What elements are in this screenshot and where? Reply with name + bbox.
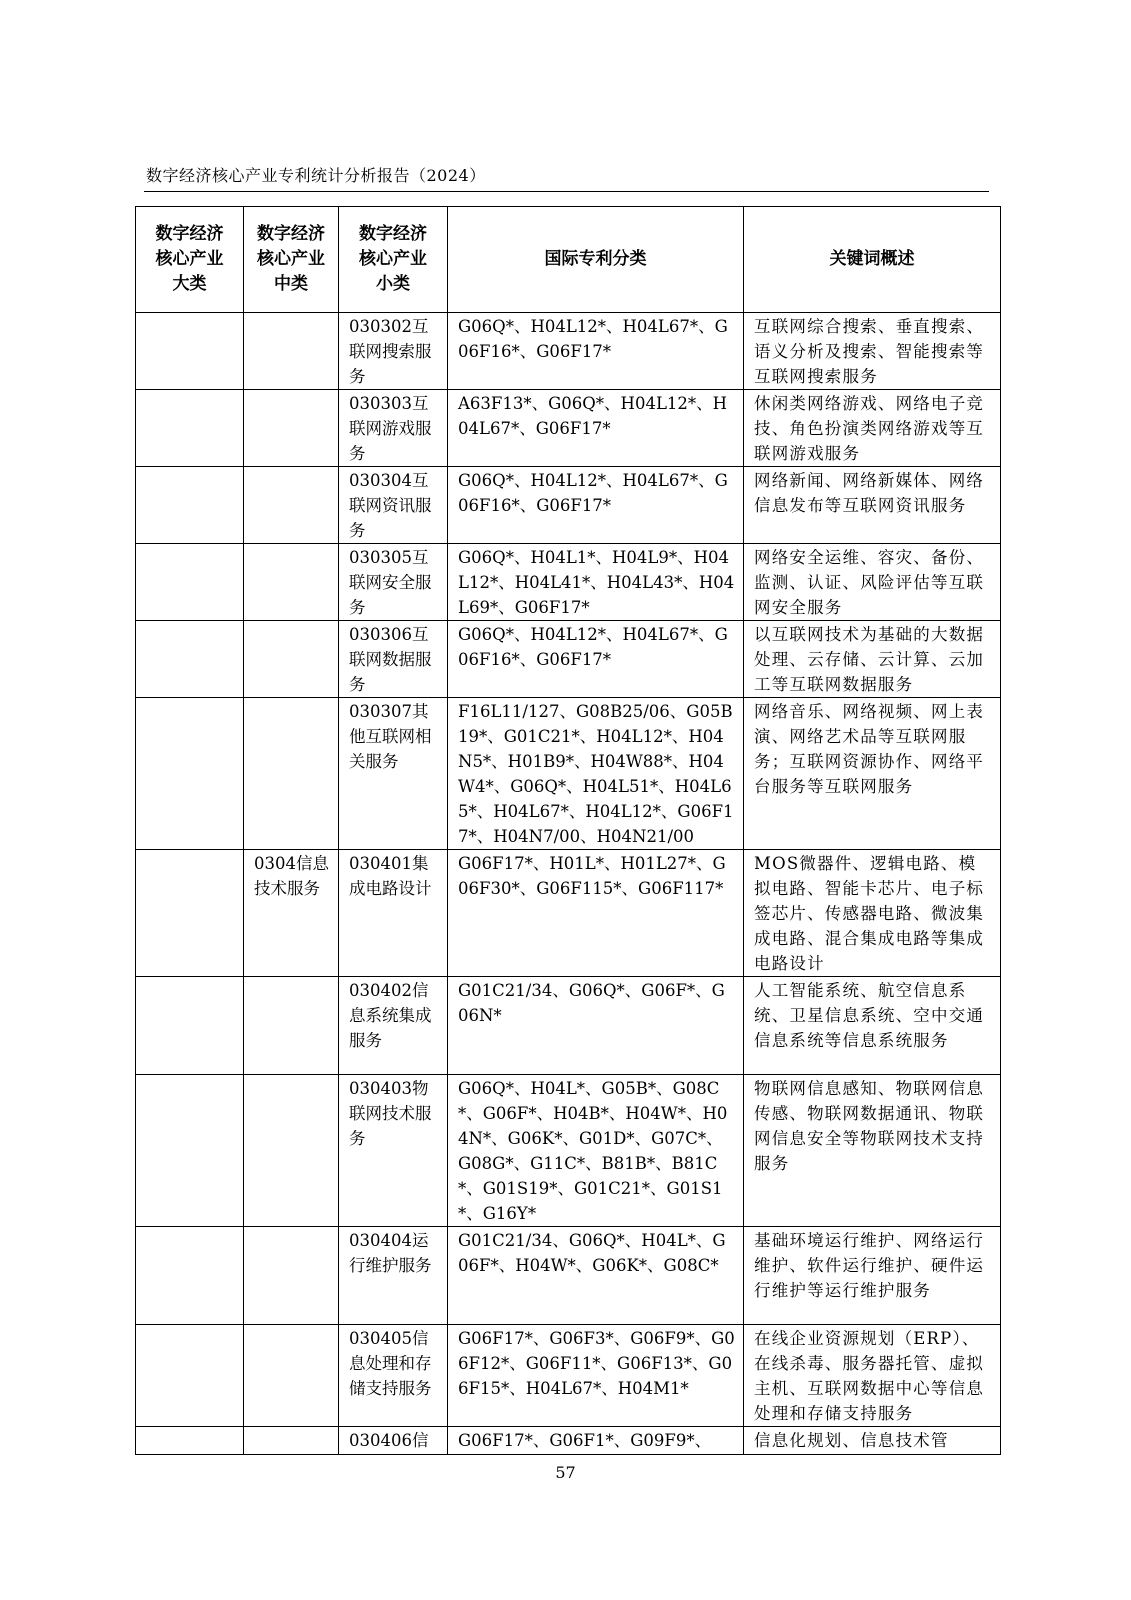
middle-cell xyxy=(244,1325,339,1427)
middle-cell xyxy=(244,544,339,621)
keywords-cell: 休闲类网络游戏、网络电子竞技、角色扮演类网络游戏等互联网游戏服务 xyxy=(744,390,1001,467)
keywords-cell: 以互联网技术为基础的大数据处理、云存储、云计算、云加工等互联网数据服务 xyxy=(744,621,1001,698)
minor-cell: 030303互联网游戏服务 xyxy=(339,390,448,467)
minor-cell: 030307其他互联网相关服务 xyxy=(339,698,448,850)
ipc-cell: G06Q*、H04L12*、H04L67*、G06F16*、G06F17* xyxy=(448,467,744,544)
column-header-major: 数字经济核心产业大类 xyxy=(136,207,244,313)
keywords-cell: 网络新闻、网络新媒体、网络信息发布等互联网资讯服务 xyxy=(744,467,1001,544)
running-header: 数字经济核心产业专利统计分析报告（2024） xyxy=(146,166,486,185)
ipc-cell: G06F17*、G06F1*、G09F9*、 xyxy=(448,1427,744,1455)
ipc-cell: G06F17*、G06F3*、G06F9*、G06F12*、G06F11*、G06F13*、G06F15*、H04L67*、H04M1* xyxy=(448,1325,744,1427)
keywords-cell: 信息化规划、信息技术管 xyxy=(744,1427,1001,1455)
column-header-keywords: 关键词概述 xyxy=(744,207,1001,313)
middle-cell xyxy=(244,390,339,467)
table-row xyxy=(136,1325,1001,1427)
major-cell xyxy=(136,544,244,621)
table-header-row xyxy=(136,207,1001,313)
ipc-cell: G06Q*、H04L*、G05B*、G08C*、G06F*、H04B*、H04W*、H04N*、G06K*、G01D*、G07C*、G08G*、G11C*、B81B*、B81C*、G01S19*、G01C21*、G01S1*、G16Y* xyxy=(448,1075,744,1227)
table-row xyxy=(136,544,1001,621)
middle-cell xyxy=(244,1427,339,1455)
keywords-cell: MOS微器件、逻辑电路、模拟电路、智能卡芯片、电子标签芯片、传感器电路、微波集成电路、混合集成电路等集成电路设计 xyxy=(744,850,1001,977)
major-cell xyxy=(136,850,244,977)
major-cell xyxy=(136,390,244,467)
keywords-cell: 网络音乐、网络视频、网上表演、网络艺术品等互联网服务；互联网资源协作、网络平台服务等互联网服务 xyxy=(744,698,1001,850)
ipc-cell: A63F13*、G06Q*、H04L12*、H04L67*、G06F17* xyxy=(448,390,744,467)
minor-cell: 030402信息系统集成服务 xyxy=(339,977,448,1075)
minor-cell: 030403物联网技术服务 xyxy=(339,1075,448,1227)
major-cell xyxy=(136,313,244,390)
major-cell xyxy=(136,1325,244,1427)
major-cell xyxy=(136,1427,244,1455)
column-header-minor: 数字经济核心产业小类 xyxy=(339,207,448,313)
middle-cell: 0304信息技术服务 xyxy=(244,850,339,977)
column-header-middle: 数字经济核心产业中类 xyxy=(244,207,339,313)
minor-cell: 030404运行维护服务 xyxy=(339,1227,448,1325)
minor-cell: 030302互联网搜索服务 xyxy=(339,313,448,390)
middle-cell xyxy=(244,977,339,1075)
major-cell xyxy=(136,621,244,698)
minor-cell: 030306互联网数据服务 xyxy=(339,621,448,698)
table-row xyxy=(136,467,1001,544)
table-row xyxy=(136,698,1001,850)
keywords-cell: 人工智能系统、航空信息系统、卫星信息系统、空中交通信息系统等信息系统服务 xyxy=(744,977,1001,1075)
minor-cell: 030406信 xyxy=(339,1427,448,1455)
middle-cell xyxy=(244,467,339,544)
middle-cell xyxy=(244,313,339,390)
ipc-cell: G01C21/34、G06Q*、G06F*、G06N* xyxy=(448,977,744,1075)
ipc-cell: G01C21/34、G06Q*、H04L*、G06F*、H04W*、G06K*、G08C* xyxy=(448,1227,744,1325)
major-cell xyxy=(136,977,244,1075)
table-row xyxy=(136,621,1001,698)
ipc-cell: G06Q*、H04L12*、H04L67*、G06F16*、G06F17* xyxy=(448,621,744,698)
minor-cell: 030305互联网安全服务 xyxy=(339,544,448,621)
major-cell xyxy=(136,467,244,544)
middle-cell xyxy=(244,621,339,698)
table-row xyxy=(136,313,1001,390)
ipc-cell: G06F17*、H01L*、H01L27*、G06F30*、G06F115*、G06F117* xyxy=(448,850,744,977)
ipc-cell: F16L11/127、G08B25/06、G05B19*、G01C21*、H04L12*、H04N5*、H01B9*、H04W88*、H04W4*、G06Q*、H04L51*、H04L65*、H04L67*、H04L12*、G06F17*、H04N7/00、H04N21/00 xyxy=(448,698,744,850)
ipc-cell: G06Q*、H04L12*、H04L67*、G06F16*、G06F17* xyxy=(448,313,744,390)
table-row xyxy=(136,390,1001,467)
minor-cell: 030401集成电路设计 xyxy=(339,850,448,977)
ipc-classification-table xyxy=(135,206,1001,1455)
middle-cell xyxy=(244,698,339,850)
keywords-cell: 网络安全运维、容灾、备份、监测、认证、风险评估等互联网安全服务 xyxy=(744,544,1001,621)
middle-cell xyxy=(244,1075,339,1227)
keywords-cell: 物联网信息感知、物联网信息传感、物联网数据通讯、物联网信息安全等物联网技术支持服务 xyxy=(744,1075,1001,1227)
minor-cell: 030304互联网资讯服务 xyxy=(339,467,448,544)
header-divider xyxy=(144,191,989,192)
minor-cell: 030405信息处理和存储支持服务 xyxy=(339,1325,448,1427)
keywords-cell: 在线企业资源规划（ERP）、在线杀毒、服务器托管、虚拟主机、互联网数据中心等信息处理和存储支持服务 xyxy=(744,1325,1001,1427)
middle-cell xyxy=(244,1227,339,1325)
table-row xyxy=(136,1427,1001,1455)
major-cell xyxy=(136,1227,244,1325)
major-cell xyxy=(136,698,244,850)
table-row xyxy=(136,1075,1001,1227)
table-row xyxy=(136,977,1001,1075)
table-row xyxy=(136,1227,1001,1325)
page-number: 57 xyxy=(555,1463,576,1482)
ipc-cell: G06Q*、H04L1*、H04L9*、H04L12*、H04L41*、H04L43*、H04L69*、G06F17* xyxy=(448,544,744,621)
major-cell xyxy=(136,1075,244,1227)
column-header-ipc: 国际专利分类 xyxy=(448,207,744,313)
table-row xyxy=(136,850,1001,977)
keywords-cell: 互联网综合搜索、垂直搜索、语义分析及搜索、智能搜索等互联网搜索服务 xyxy=(744,313,1001,390)
keywords-cell: 基础环境运行维护、网络运行维护、软件运行维护、硬件运行维护等运行维护服务 xyxy=(744,1227,1001,1325)
